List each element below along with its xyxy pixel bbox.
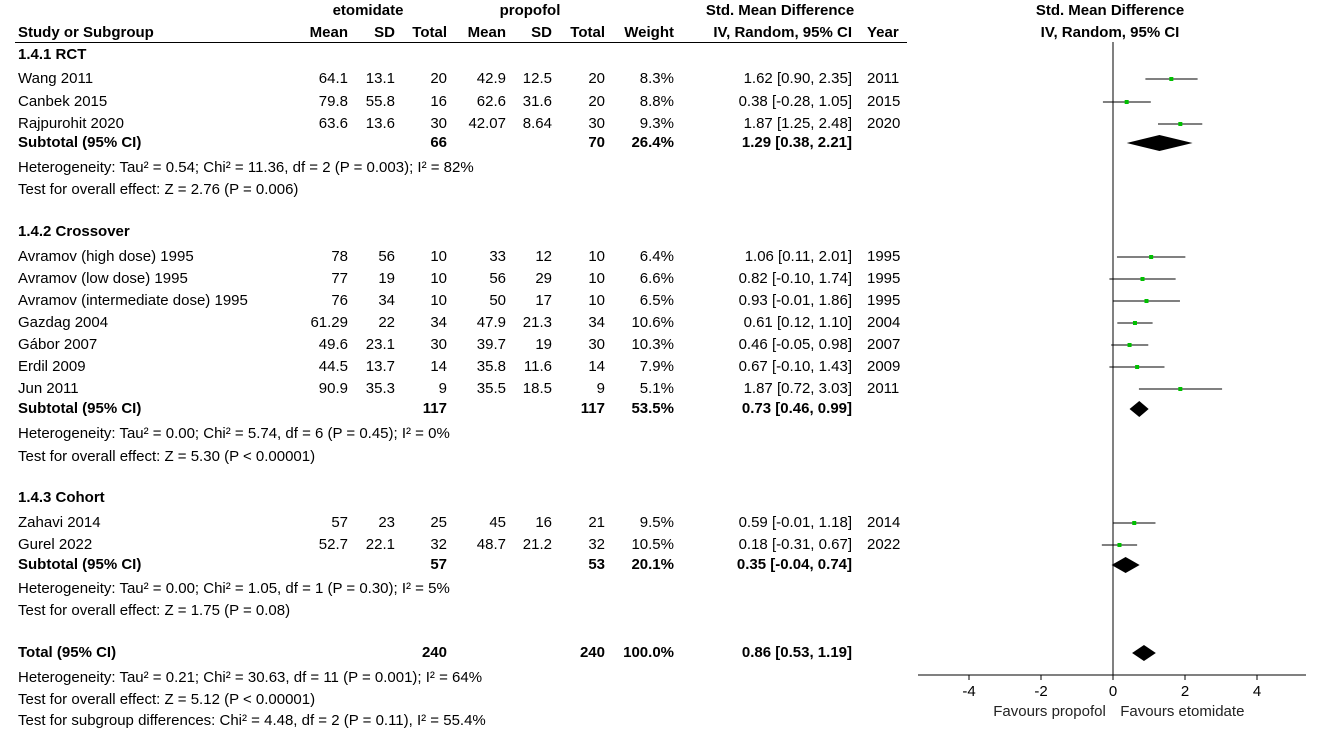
- study-sd2: 29: [535, 270, 552, 287]
- subtotal-n2: 53: [588, 556, 605, 573]
- study-sd2: 11.6: [523, 358, 552, 375]
- study-sd1: 13.1: [365, 70, 395, 87]
- heterogeneity-text: Heterogeneity: Tau² = 0.00; Chi² = 5.74, df = 6 (P = 0.45); I² = 0%: [18, 425, 450, 442]
- study-mean1: 90.9: [318, 380, 348, 397]
- study-year: 2007: [867, 336, 901, 353]
- study-n1: 10: [430, 248, 447, 265]
- total-label: Total (95% CI): [18, 644, 117, 661]
- study-name: Zahavi 2014: [18, 514, 101, 531]
- plot-subtitle: IV, Random, 95% CI: [1040, 24, 1180, 41]
- point-estimate: [1117, 543, 1121, 547]
- study-n1: 10: [430, 270, 447, 287]
- subtotal-ci: 0.35 [-0.04, 0.74]: [736, 556, 852, 573]
- study-year: 1995: [867, 248, 901, 265]
- study-n1: 34: [430, 314, 447, 331]
- pooled-diamond: [1132, 645, 1156, 661]
- study-n2: 20: [588, 70, 605, 87]
- study-n2: 30: [588, 336, 605, 353]
- study-mean1: 79.8: [318, 93, 348, 110]
- point-estimate: [1133, 321, 1137, 325]
- study-sd1: 13.6: [365, 115, 395, 132]
- study-weight: 6.6%: [639, 270, 674, 287]
- study-ci: 0.93 [-0.01, 1.86]: [738, 292, 852, 309]
- study-sd1: 35.3: [365, 380, 395, 397]
- study-sd1: 22.1: [365, 536, 395, 553]
- total-overall-effect-text: Test for overall effect: Z = 5.12 (P < 0.00001): [18, 691, 316, 708]
- study-mean2: 42.9: [476, 70, 506, 87]
- study-ci: 0.38 [-0.28, 1.05]: [738, 93, 852, 110]
- study-sd2: 31.6: [522, 93, 552, 110]
- study-n2: 34: [588, 314, 605, 331]
- subtotal-weight: 20.1%: [631, 556, 674, 573]
- study-n1: 32: [430, 536, 447, 553]
- subtotal-label: Subtotal (95% CI): [18, 134, 142, 151]
- study-weight: 6.4%: [639, 248, 674, 265]
- overall-effect-text: Test for overall effect: Z = 1.75 (P = 0.08): [18, 602, 291, 619]
- subtotal-n1: 66: [430, 134, 447, 151]
- study-year: 2014: [867, 514, 901, 531]
- point-estimate: [1144, 299, 1148, 303]
- point-estimate: [1132, 521, 1136, 525]
- study-mean2: 35.8: [476, 358, 506, 375]
- study-mean2: 42.07: [468, 115, 506, 132]
- study-ci: 1.87 [0.72, 3.03]: [743, 380, 852, 397]
- col-weight: Weight: [624, 24, 674, 41]
- study-sd2: 21.2: [522, 536, 552, 553]
- study-year: 2011: [867, 380, 900, 397]
- study-name: Rajpurohit 2020: [18, 115, 124, 132]
- point-estimate: [1149, 255, 1153, 259]
- study-name: Jun 2011: [18, 380, 79, 397]
- study-year: 1995: [867, 292, 901, 309]
- col-mean2: Mean: [467, 24, 506, 41]
- study-mean2: 33: [489, 248, 506, 265]
- col-study: Study or Subgroup: [18, 24, 154, 41]
- study-weight: 6.5%: [639, 292, 674, 309]
- study-year: 2020: [867, 115, 901, 132]
- study-ci: 0.46 [-0.05, 0.98]: [738, 336, 852, 353]
- study-n1: 10: [430, 292, 447, 309]
- study-n1: 9: [438, 380, 447, 397]
- study-weight: 8.8%: [639, 93, 674, 110]
- study-ci: 0.82 [-0.10, 1.74]: [738, 270, 852, 287]
- point-estimate: [1125, 100, 1129, 104]
- study-mean2: 35.5: [476, 380, 506, 397]
- study-n2: 10: [588, 292, 605, 309]
- study-name: Avramov (high dose) 1995: [18, 248, 194, 265]
- study-name: Erdil 2009: [18, 358, 86, 375]
- study-ci: 0.67 [-0.10, 1.43]: [738, 358, 852, 375]
- study-n2: 14: [588, 358, 605, 375]
- x-tick-label: 4: [1252, 683, 1262, 700]
- study-year: 2011: [867, 70, 900, 87]
- study-mean1: 49.6: [318, 336, 348, 353]
- subtotal-label: Subtotal (95% CI): [18, 400, 142, 417]
- study-name: Gazdag 2004: [18, 314, 109, 331]
- study-mean1: 61.29: [310, 314, 348, 331]
- subtotal-n1: 117: [422, 400, 447, 417]
- effect-header: Std. Mean Difference: [705, 2, 855, 19]
- col-sd1: SD: [374, 24, 395, 41]
- subtotal-n1: 57: [430, 556, 447, 573]
- point-estimate: [1135, 365, 1139, 369]
- study-weight: 5.1%: [639, 380, 674, 397]
- study-weight: 10.6%: [631, 314, 674, 331]
- study-weight: 9.5%: [639, 514, 674, 531]
- study-sd1: 22: [378, 314, 395, 331]
- total-n2: 240: [579, 644, 605, 661]
- x-tick-label: 0: [1108, 683, 1118, 700]
- favours-left-label: Favours propofol: [993, 703, 1106, 720]
- study-mean2: 48.7: [476, 536, 506, 553]
- study-year: 2009: [867, 358, 901, 375]
- total-ci: 0.86 [0.53, 1.19]: [741, 644, 852, 661]
- col-mean1: Mean: [309, 24, 348, 41]
- col-total1: Total: [412, 24, 447, 41]
- x-tick-label: -2: [1034, 683, 1048, 700]
- study-mean1: 76: [331, 292, 348, 309]
- study-name: Gábor 2007: [18, 336, 98, 353]
- study-n2: 20: [588, 93, 605, 110]
- study-mean2: 56: [489, 270, 506, 287]
- subtotal-label: Subtotal (95% CI): [18, 556, 142, 573]
- study-mean1: 77: [331, 270, 348, 287]
- overall-effect-text: Test for overall effect: Z = 2.76 (P = 0.006): [18, 181, 299, 198]
- study-name: Avramov (low dose) 1995: [18, 270, 188, 287]
- subtotal-weight: 26.4%: [631, 134, 674, 151]
- pooled-diamond: [1127, 135, 1193, 151]
- study-sd1: 13.7: [365, 358, 395, 375]
- subtotal-weight: 53.5%: [631, 400, 674, 417]
- study-weight: 8.3%: [639, 70, 674, 87]
- study-n2: 21: [588, 514, 605, 531]
- study-n2: 32: [588, 536, 605, 553]
- study-ci: 0.59 [-0.01, 1.18]: [738, 514, 852, 531]
- study-name: Avramov (intermediate dose) 1995: [18, 292, 248, 309]
- col-sd2: SD: [531, 24, 552, 41]
- subtotal-n2: 70: [588, 134, 605, 151]
- study-mean2: 39.7: [476, 336, 506, 353]
- study-year: 1995: [867, 270, 901, 287]
- study-n1: 14: [430, 358, 447, 375]
- study-sd2: 16: [535, 514, 552, 531]
- study-sd1: 23.1: [365, 336, 395, 353]
- study-mean1: 63.6: [318, 115, 348, 132]
- study-n1: 25: [430, 514, 447, 531]
- study-mean1: 57: [331, 514, 348, 531]
- study-n2: 9: [596, 380, 605, 397]
- study-name: Gurel 2022: [18, 536, 93, 553]
- total-n1: 240: [421, 644, 447, 661]
- heterogeneity-text: Heterogeneity: Tau² = 0.54; Chi² = 11.36, df = 2 (P = 0.003); I² = 82%: [18, 159, 474, 176]
- col-total2: Total: [570, 24, 605, 41]
- study-year: 2015: [867, 93, 901, 110]
- study-sd1: 56: [378, 248, 395, 265]
- study-n2: 10: [588, 270, 605, 287]
- col-effect: IV, Random, 95% CI: [713, 24, 852, 41]
- point-estimate: [1141, 277, 1145, 281]
- study-ci: 0.61 [0.12, 1.10]: [743, 314, 852, 331]
- study-ci: 1.06 [0.11, 2.01]: [744, 248, 852, 265]
- study-mean1: 44.5: [318, 358, 348, 375]
- study-mean1: 78: [331, 248, 348, 265]
- point-estimate: [1178, 387, 1182, 391]
- study-weight: 7.9%: [639, 358, 674, 375]
- point-estimate: [1128, 343, 1132, 347]
- subgroup-differences-text: Test for subgroup differences: Chi² = 4.48, df = 2 (P = 0.11), I² = 55.4%: [18, 712, 486, 729]
- plot-header: Std. Mean Difference: [1035, 2, 1185, 19]
- x-tick-label: 2: [1180, 683, 1190, 700]
- study-mean1: 52.7: [318, 536, 348, 553]
- study-sd2: 18.5: [522, 380, 552, 397]
- study-n1: 30: [430, 115, 447, 132]
- point-estimate: [1169, 77, 1173, 81]
- study-mean2: 47.9: [476, 314, 506, 331]
- subtotal-ci: 1.29 [0.38, 2.21]: [741, 134, 852, 151]
- study-sd2: 21.3: [522, 314, 552, 331]
- study-sd1: 19: [378, 270, 395, 287]
- heterogeneity-text: Heterogeneity: Tau² = 0.00; Chi² = 1.05, df = 1 (P = 0.30); I² = 5%: [18, 580, 450, 597]
- total-weight: 100.0%: [623, 644, 674, 661]
- study-n2: 10: [588, 248, 605, 265]
- study-n1: 30: [430, 336, 447, 353]
- study-year: 2022: [867, 536, 901, 553]
- group2-header: propofol: [499, 2, 561, 19]
- study-weight: 9.3%: [639, 115, 674, 132]
- col-year: Year: [867, 24, 899, 41]
- group1-header: etomidate: [332, 2, 404, 19]
- study-year: 2004: [867, 314, 901, 331]
- study-weight: 10.3%: [631, 336, 674, 353]
- study-mean2: 45: [489, 514, 506, 531]
- study-weight: 10.5%: [631, 536, 674, 553]
- study-name: Canbek 2015: [18, 93, 108, 110]
- study-sd1: 55.8: [365, 93, 395, 110]
- overall-effect-text: Test for overall effect: Z = 5.30 (P < 0.00001): [18, 448, 316, 465]
- pooled-diamond: [1130, 401, 1149, 417]
- pooled-diamond: [1112, 557, 1140, 573]
- study-sd2: 17: [535, 292, 552, 309]
- study-ci: 1.87 [1.25, 2.48]: [743, 115, 852, 132]
- study-sd2: 12: [535, 248, 552, 265]
- study-n2: 30: [588, 115, 605, 132]
- subgroup-title: 1.4.1 RCT: [18, 46, 87, 63]
- study-sd2: 19: [535, 336, 552, 353]
- subtotal-n2: 117: [580, 400, 605, 417]
- study-sd2: 12.5: [522, 70, 552, 87]
- study-sd1: 34: [378, 292, 395, 309]
- study-ci: 1.62 [0.90, 2.35]: [743, 70, 852, 87]
- study-sd1: 23: [378, 514, 395, 531]
- study-sd2: 8.64: [522, 115, 552, 132]
- study-mean1: 64.1: [318, 70, 348, 87]
- study-mean2: 62.6: [476, 93, 506, 110]
- subgroup-title: 1.4.3 Cohort: [18, 489, 105, 506]
- study-mean2: 50: [489, 292, 506, 309]
- study-ci: 0.18 [-0.31, 0.67]: [738, 536, 852, 553]
- study-n1: 16: [430, 93, 447, 110]
- favours-right-label: Favours etomidate: [1120, 703, 1245, 720]
- point-estimate: [1178, 122, 1182, 126]
- total-heterogeneity-text: Heterogeneity: Tau² = 0.21; Chi² = 30.63, df = 11 (P = 0.001); I² = 64%: [18, 669, 483, 686]
- subtotal-ci: 0.73 [0.46, 0.99]: [741, 400, 852, 417]
- study-name: Wang 2011: [18, 70, 94, 87]
- study-n1: 20: [430, 70, 447, 87]
- subgroup-title: 1.4.2 Crossover: [18, 223, 130, 240]
- x-tick-label: -4: [962, 683, 976, 700]
